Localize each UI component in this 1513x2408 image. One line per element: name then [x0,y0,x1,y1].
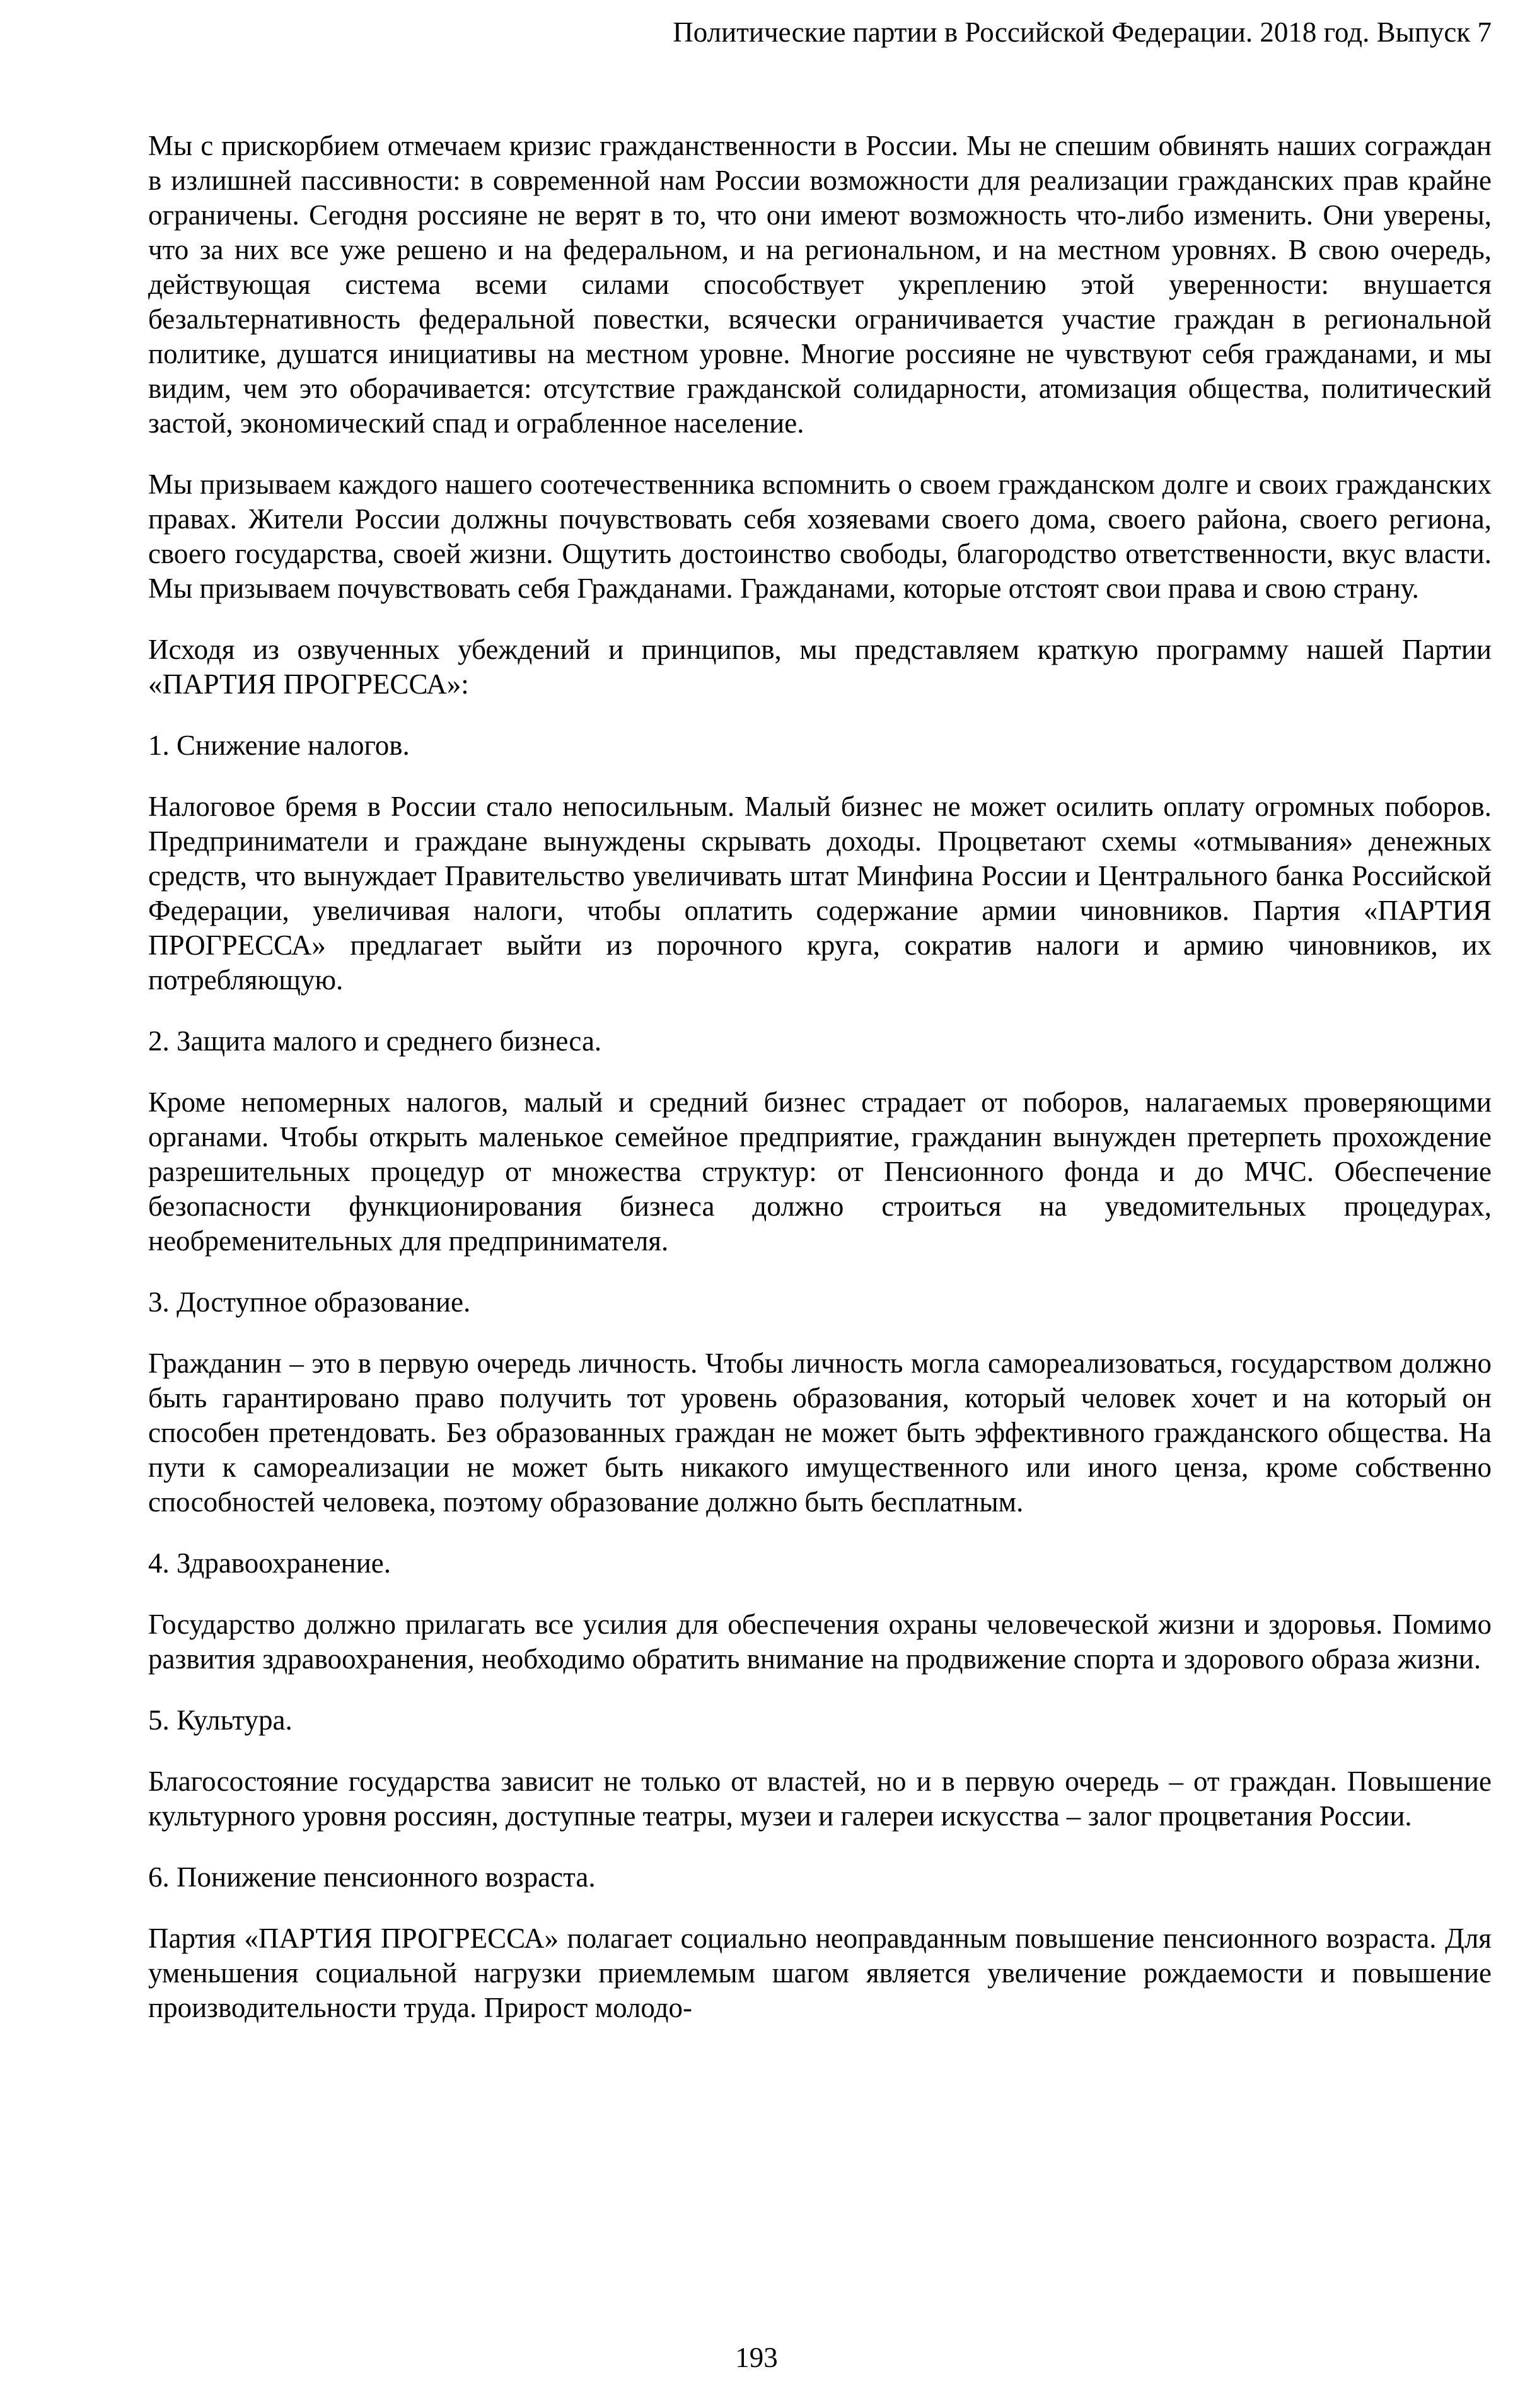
section-heading: 1. Снижение налогов. [148,730,410,761]
paragraph: Гражданин – это в первую очередь личность. Чтобы личность могла самореализоваться, государством должно быть гарантировано право получить тот уровень образования, который человек хочет и на который он способен претендовать. Без образованных граждан не может быть эффективного гражданского общества. На пути к самореализации не может быть никакого имущественного или иного ценза, кроме собственно способностей человека, поэтому образование должно быть бесплатным. [148,1347,1492,1518]
paragraph: Партия «ПАРТИЯ ПРОГРЕССА» полагает социально неоправданным повышение пенсионного возраста. Для уменьшения социальной нагрузки приемлемым шагом является увеличение рождаемости и повышение производительности труда. Прирост молодо- [148,1922,1492,2023]
paragraph: Мы призываем каждого нашего соотечественника вспомнить о своем гражданском долге и своих гражданских правах. Жители России должны почувствовать себя хозяевами своего дома, своего района, своего региона, своего государства, своей жизни. Ощутить достоинство свободы, благородство ответственности, вкус власти. Мы призываем почувствовать себя Гражданами. Гражданами, которые отстоят свои права и свою страну. [148,468,1492,604]
running-header: Политические партии в Российской Федерации. 2018 год. Выпуск 7 [673,16,1492,48]
section-heading: 2. Защита малого и среднего бизнеса. [148,1025,602,1057]
paragraph: Мы с прискорбием отмечаем кризис гражданственности в России. Мы не спешим обвинять наших сограждан в излишней пассивности: в современной нам России возможности для реализации гражданских прав крайне ограничены. Сегодня россияне не верят в то, что они имеют возможность что-либо изменить. Они уверены, что за них все уже решено и на федеральном, и на региональном, и на местном уровнях. В свою очередь, действующая система всеми силами способствует укреплению этой уверенности: внушается безальтернативность федеральной повестки, всячески ограничивается участие граждан в региональной политике, душатся инициативы на местном уровне. Многие россияне не чувствуют себя гражданами, и мы видим, чем это оборачивается: отсутствие гражданской солидарности, атомизация общества, политический застой, экономический спад и ограбленное население. [148,130,1492,439]
page-number: 193 [735,2342,778,2373]
section-heading: 4. Здравоохранение. [148,1547,391,1579]
paragraph: Государство должно прилагать все усилия для обеспечения охраны человеческой жизни и здоровья. Помимо развития здравоохранения, необходимо обратить внимание на продвижение спорта и здорового образа жизни. [148,1608,1492,1675]
paragraph: Налоговое бремя в России стало непосильным. Малый бизнес не может осилить оплату огромных поборов. Предприниматели и граждане вынуждены скрывать доходы. Процветают схемы «отмывания» денежных средств, что вынуждает Правительство увеличивать штат Минфина России и Центрального банка Российской Федерации, увеличивая налоги, чтобы оплатить содержание армии чиновников. Партия «ПАРТИЯ ПРОГРЕССА» предлагает выйти из порочного круга, сократив налоги и армию чиновников, их потребляющую. [148,791,1492,996]
paragraph: Благосостояние государства зависит не только от властей, но и в первую очередь – от граждан. Повышение культурного уровня россиян, доступные театры, музеи и галереи искусства – залог процветания России. [148,1765,1492,1832]
section-heading: 3. Доступное образование. [148,1286,471,1318]
section-heading: 5. Культура. [148,1704,293,1736]
section-heading: 6. Понижение пенсионного возраста. [148,1861,596,1893]
document-body [148,129,1492,2025]
paragraph: Кроме непомерных налогов, малый и средний бизнес страдает от поборов, налагаемых проверяющими органами. Чтобы открыть маленькое семейное предприятие, гражданин вынужден претерпеть прохождение разрешительных процедур от множества структур: от Пенсионного фонда и до МЧС. Обеспечение безопасности функционирования бизнеса должно строиться на уведомительных процедурах, необременительных для предпринимателя. [148,1086,1492,1257]
paragraph: Исходя из озвученных убеждений и принципов, мы представляем краткую программу нашей Партии «ПАРТИЯ ПРОГРЕССА»: [148,634,1492,700]
